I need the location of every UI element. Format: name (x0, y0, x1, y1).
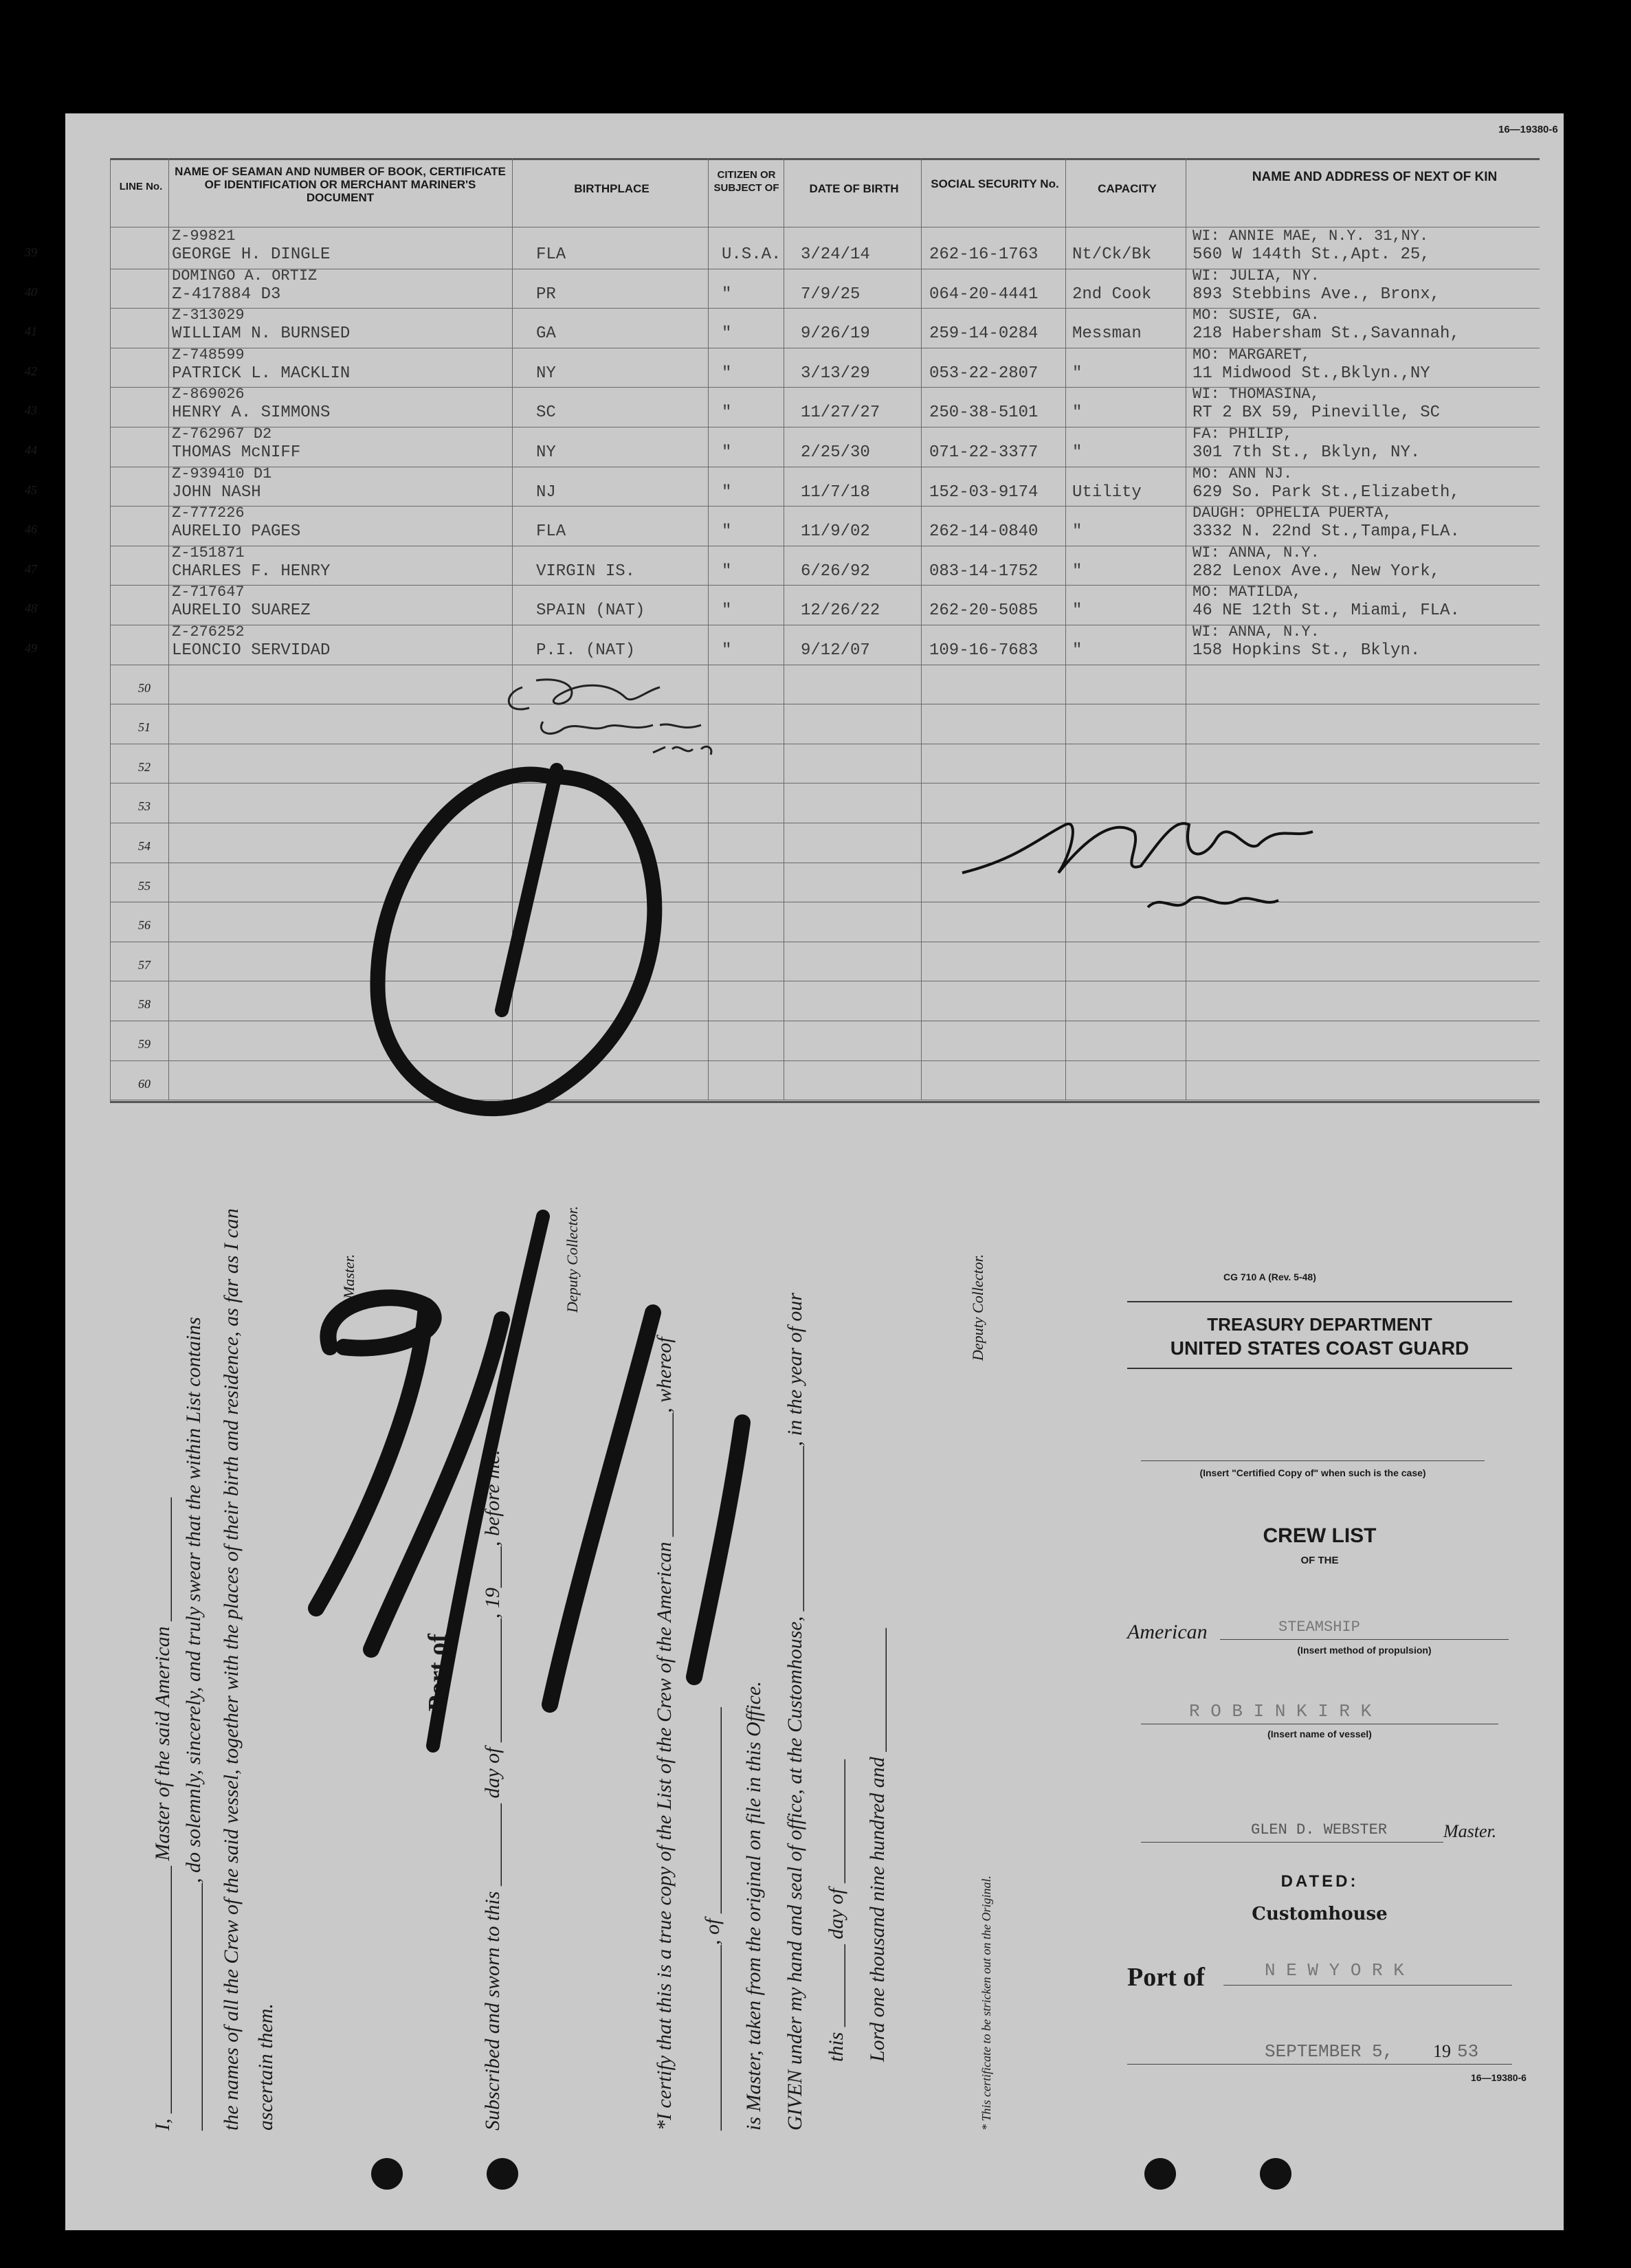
next-of-kin-address: 629 So. Park St.,Elizabeth, (1192, 483, 1460, 502)
next-of-kin-address: 218 Habersham St.,Savannah, (1192, 324, 1460, 343)
capacity: " (1072, 522, 1083, 541)
seaman-doc: Z-777226 (172, 504, 245, 522)
line-number: 45 (25, 483, 37, 497)
birthplace: NY (536, 364, 556, 383)
line-number: 58 (138, 997, 151, 1011)
seaman-doc: Z-762967 D2 (172, 425, 272, 443)
capacity: Utility (1072, 483, 1142, 502)
social-security-no: 053-22-2807 (929, 364, 1039, 383)
seaman-name: LEONCIO SERVIDAD (172, 641, 331, 660)
social-security-no: 152-03-9174 (929, 483, 1039, 502)
birthplace: GA (536, 324, 556, 343)
birthplace: FLA (536, 522, 566, 541)
seaman-name: GEORGE H. DINGLE (172, 245, 331, 264)
row-divider (110, 308, 1540, 309)
table-bottom-border (110, 1101, 1540, 1103)
propulsion-note: (Insert method of propulsion) (1297, 1645, 1432, 1656)
binder-hole (487, 2158, 518, 2190)
seaman-doc: Z-748599 (172, 346, 245, 364)
next-of-kin-name: WI: JULIA, NY. (1192, 267, 1320, 285)
cover-dept-2: UNITED STATES COAST GUARD (1170, 1337, 1469, 1359)
of-the: OF THE (1300, 1555, 1339, 1566)
line-number: 56 (138, 918, 151, 932)
line-number: 51 (138, 720, 151, 734)
social-security-no: 064-20-4441 (929, 285, 1039, 304)
seaman-doc: Z-99821 (172, 227, 236, 245)
col-divider (708, 158, 709, 1100)
birthplace: SPAIN (NAT) (536, 601, 645, 620)
seaman-doc: Z-313029 (172, 307, 245, 324)
is-master-line: is Master, taken from the original on file in this Office. (742, 1681, 765, 2131)
citizenship: " (722, 403, 732, 422)
deputy-collector-label-2: Deputy Collector. (969, 1254, 986, 1361)
year-prefix: 19 (1433, 2041, 1451, 2061)
seaman-doc: Z-939410 D1 (172, 465, 272, 482)
cover-form-code: CG 710 A (Rev. 5-48) (1223, 1271, 1316, 1282)
subscribed-line: Subscribed and sworn to this ________ day of ____________, 19____, before me. (481, 1449, 504, 2131)
citizenship: " (722, 641, 732, 660)
date-of-birth: 11/9/02 (801, 522, 870, 541)
next-of-kin-address: 893 Stebbins Ave., Bronx, (1192, 285, 1441, 304)
citizenship: " (722, 522, 732, 541)
capacity: " (1072, 601, 1083, 620)
col-divider (921, 158, 922, 1100)
crayon-cancel-mark (344, 749, 701, 1134)
next-of-kin-name: WI: ANNIE MAE, N.Y. 31,NY. (1192, 227, 1429, 245)
citizenship: " (722, 443, 732, 462)
binder-hole (1144, 2158, 1176, 2190)
social-security-no: 262-16-1763 (929, 245, 1039, 264)
year-value: 53 (1457, 2041, 1479, 2062)
next-of-kin-name: WI: ANNA, N.Y. (1192, 544, 1320, 562)
next-of-kin-name: MO: ANN NJ. (1192, 465, 1293, 482)
social-security-no: 262-20-5085 (929, 601, 1039, 620)
line-number: 53 (138, 799, 151, 813)
date-of-birth: 11/7/18 (801, 483, 870, 502)
line-number: 47 (25, 562, 37, 576)
master-label-rot: Master. (340, 1254, 357, 1299)
birthplace: PR (536, 285, 556, 304)
capacity: " (1072, 562, 1083, 581)
binder-hole (371, 2158, 403, 2190)
header-dob: DATE OF BIRTH (809, 182, 899, 195)
header-capacity: CAPACITY (1098, 182, 1157, 195)
strike-note: * This certificate to be stricken out on the Original. (979, 1876, 993, 2131)
citizenship: " (722, 324, 732, 343)
next-of-kin-address: 3332 N. 22nd St.,Tampa,FLA. (1192, 522, 1460, 541)
next-of-kin-address: 46 NE 12th St., Miami, FLA. (1192, 601, 1460, 620)
next-of-kin-name: MO: SUSIE, GA. (1192, 307, 1320, 324)
birthplace: SC (536, 403, 556, 422)
cover-top-rule (1127, 1301, 1512, 1302)
seaman-name: AURELIO SUAREZ (172, 601, 311, 620)
line-number: 40 (25, 285, 37, 299)
row-divider (110, 585, 1540, 586)
line-number: 43 (25, 403, 37, 417)
birthplace: P.I. (NAT) (536, 641, 636, 660)
date-of-birth: 3/13/29 (801, 364, 870, 383)
port-of-label: Port of (1127, 1963, 1205, 1992)
next-of-kin-address: RT 2 BX 59, Pineville, SC (1192, 403, 1441, 422)
date-of-birth: 11/27/27 (801, 403, 880, 422)
certify-line: *I certify that this is a true copy of the List of the Crew of the American ____________, whereof (653, 1337, 676, 2131)
line-number: 52 (138, 760, 151, 774)
line-number: 49 (25, 641, 37, 655)
social-security-no: 071-22-3377 (929, 443, 1039, 462)
binder-hole (1260, 2158, 1291, 2190)
cover-dept-1: TREASURY DEPARTMENT (1207, 1314, 1432, 1335)
next-of-kin-address: 282 Lenox Ave., New York, (1192, 562, 1441, 581)
social-security-no: 259-14-0284 (929, 324, 1039, 343)
dated-label: DATED: (1280, 1872, 1359, 1891)
date-of-birth: 9/12/07 (801, 641, 870, 660)
date-of-birth: 7/9/25 (801, 285, 861, 304)
header-citizen: CITIZEN OR SUBJECT OF (713, 169, 779, 194)
next-of-kin-name: DAUGH: OPHELIA PUERTA, (1192, 504, 1393, 522)
seaman-name: AURELIO PAGES (172, 522, 301, 541)
date-of-birth: 3/24/14 (801, 245, 870, 264)
port-of-label-rot: Port of (423, 1634, 452, 1711)
american-label: American (1127, 1621, 1208, 1643)
capacity: " (1072, 641, 1083, 660)
date-of-birth: 12/26/22 (801, 601, 880, 620)
master-signature (955, 797, 1382, 935)
row-divider (110, 387, 1540, 388)
crew-list-title: CREW LIST (1263, 1524, 1377, 1547)
next-of-kin-name: WI: THOMASINA, (1192, 386, 1320, 403)
seaman-doc: Z-869026 (172, 386, 245, 403)
seaman-name: THOMAS McNIFF (172, 443, 301, 462)
citizenship: " (722, 601, 732, 620)
header-kin: NAME AND ADDRESS OF NEXT OF KIN (1252, 170, 1498, 184)
table-top-border (110, 158, 1540, 160)
birthplace: NY (536, 443, 556, 462)
capacity: " (1072, 364, 1083, 383)
capacity: Nt/Ck/Bk (1072, 245, 1152, 264)
cover-master-name: GLEN D. WEBSTER (1251, 1821, 1388, 1838)
line-number: 55 (138, 879, 151, 893)
date-of-birth: 9/26/19 (801, 324, 870, 343)
oath-line-1: I, ________________________ Master of the said American ____________ (151, 1497, 174, 2131)
header-birthplace: BIRTHPLACE (574, 182, 650, 195)
seaman-name: Z-417884 D3 (172, 285, 281, 304)
form-number-bottom: 16—19380-6 (1471, 2072, 1527, 2083)
line-number: 54 (138, 839, 151, 853)
social-security-no: 109-16-7683 (929, 641, 1039, 660)
line-number: 39 (25, 245, 37, 259)
birthplace: VIRGIN IS. (536, 562, 636, 581)
oath-line-3: the names of all the Crew of the said vessel, together with the places of their birth and residence, as far as I can (220, 1208, 243, 2131)
deputy-collector-label-1: Deputy Collector. (564, 1205, 581, 1313)
birthplace: FLA (536, 245, 566, 264)
master-signature-text (962, 893, 969, 894)
col-divider (1065, 158, 1066, 1100)
line-number: 46 (25, 522, 37, 536)
cover-master-label: Master. (1443, 1821, 1497, 1841)
line-number: 48 (25, 601, 37, 615)
certified-line (1141, 1460, 1485, 1461)
line-number: 44 (25, 443, 37, 457)
seaman-name: HENRY A. SIMMONS (172, 403, 331, 422)
form-number-top: 16—19380-6 (1498, 124, 1558, 135)
social-security-no: 250-38-5101 (929, 403, 1039, 422)
social-security-no: 262-14-0840 (929, 522, 1039, 541)
oath-line-2: ________________________, do solemnly, sincerely, and truly swear that the within List contains (182, 1317, 205, 2131)
birthplace: NJ (536, 483, 556, 502)
seaman-doc: Z-151871 (172, 544, 245, 562)
vessel-name: R O B I N K I R K (1189, 1701, 1372, 1722)
port-line (1223, 1985, 1512, 1986)
citizenship: U.S.A. (722, 245, 781, 264)
certified-note: (Insert "Certified Copy of" when such is the case) (1199, 1467, 1426, 1478)
oath-line-4: ascertain them. (254, 2003, 277, 2131)
next-of-kin-name: WI: ANNA, N.Y. (1192, 623, 1320, 641)
citizenship: " (722, 364, 732, 383)
citizenship: " (722, 562, 732, 581)
seaman-name: JOHN NASH (172, 483, 261, 502)
line-number: 41 (25, 324, 37, 338)
lord-line: Lord one thousand nine hundred and ____________ (866, 1627, 889, 2062)
certify-line-2: __________________, of ____________________ (701, 1707, 724, 2131)
table-left-border (110, 158, 111, 1101)
next-of-kin-address: 560 W 144th St.,Apt. 25, (1192, 245, 1430, 264)
seaman-name: PATRICK L. MACKLIN (172, 364, 351, 383)
next-of-kin-address: 158 Hopkins St., Bklyn. (1192, 641, 1421, 660)
customhouse-label: Customhouse (1252, 1904, 1388, 1924)
line-number: 59 (138, 1037, 151, 1051)
social-security-no: 083-14-1752 (929, 562, 1039, 581)
line-number: 60 (138, 1077, 151, 1091)
date-line (1127, 2064, 1512, 2065)
next-of-kin-name: FA: PHILIP, (1192, 425, 1293, 443)
line-number: 57 (138, 958, 151, 972)
citizenship: " (722, 483, 732, 502)
header-ssn: SOCIAL SECURITY No. (931, 177, 1059, 190)
seaman-doc: Z-276252 (172, 623, 245, 641)
seaman-name: WILLIAM N. BURNSED (172, 324, 351, 343)
next-of-kin-name: MO: MARGARET, (1192, 346, 1311, 364)
given-line: GIVEN under my hand and seal of office, at the Customhouse, ________________, in the year of our (784, 1292, 806, 2131)
cover-rule-2 (1127, 1368, 1512, 1369)
date-of-birth: 2/25/30 (801, 443, 870, 462)
next-of-kin-name: MO: MATILDA, (1192, 583, 1302, 601)
seaman-doc: DOMINGO A. ORTIZ (172, 267, 318, 285)
line-number: 42 (25, 364, 37, 378)
date-of-birth: 6/26/92 (801, 562, 870, 581)
header-line-no: LINE No. (119, 181, 163, 192)
capacity: 2nd Cook (1072, 285, 1152, 304)
header-name: NAME OF SEAMAN AND NUMBER OF BOOK, CERTIFICATE OF IDENTIFICATION OR MERCHANT MARINER'S DOCUMENT (175, 165, 506, 204)
seaman-name: CHARLES F. HENRY (172, 562, 331, 581)
citizenship: " (722, 285, 732, 304)
capacity: " (1072, 443, 1083, 462)
next-of-kin-address: 11 Midwood St.,Bklyn.,NY (1192, 364, 1430, 383)
capacity: Messman (1072, 324, 1142, 343)
propulsion-line (1220, 1639, 1509, 1640)
cover-master-line (1141, 1842, 1443, 1843)
propulsion-value: STEAMSHIP (1278, 1619, 1360, 1636)
capacity: " (1072, 403, 1083, 422)
port-name: N E W Y O R K (1265, 1960, 1404, 1981)
line-number: 50 (138, 681, 151, 695)
seaman-doc: Z-717647 (172, 583, 245, 601)
vessel-note: (Insert name of vessel) (1267, 1728, 1372, 1739)
next-of-kin-address: 301 7th St., Bklyn, NY. (1192, 443, 1421, 462)
date-text: SEPTEMBER 5, (1265, 2041, 1394, 2062)
crayon-strikethrough (289, 1196, 825, 1759)
this-day-line: this ________ day of ____________ (825, 1759, 847, 2062)
row-divider (110, 1060, 1540, 1061)
